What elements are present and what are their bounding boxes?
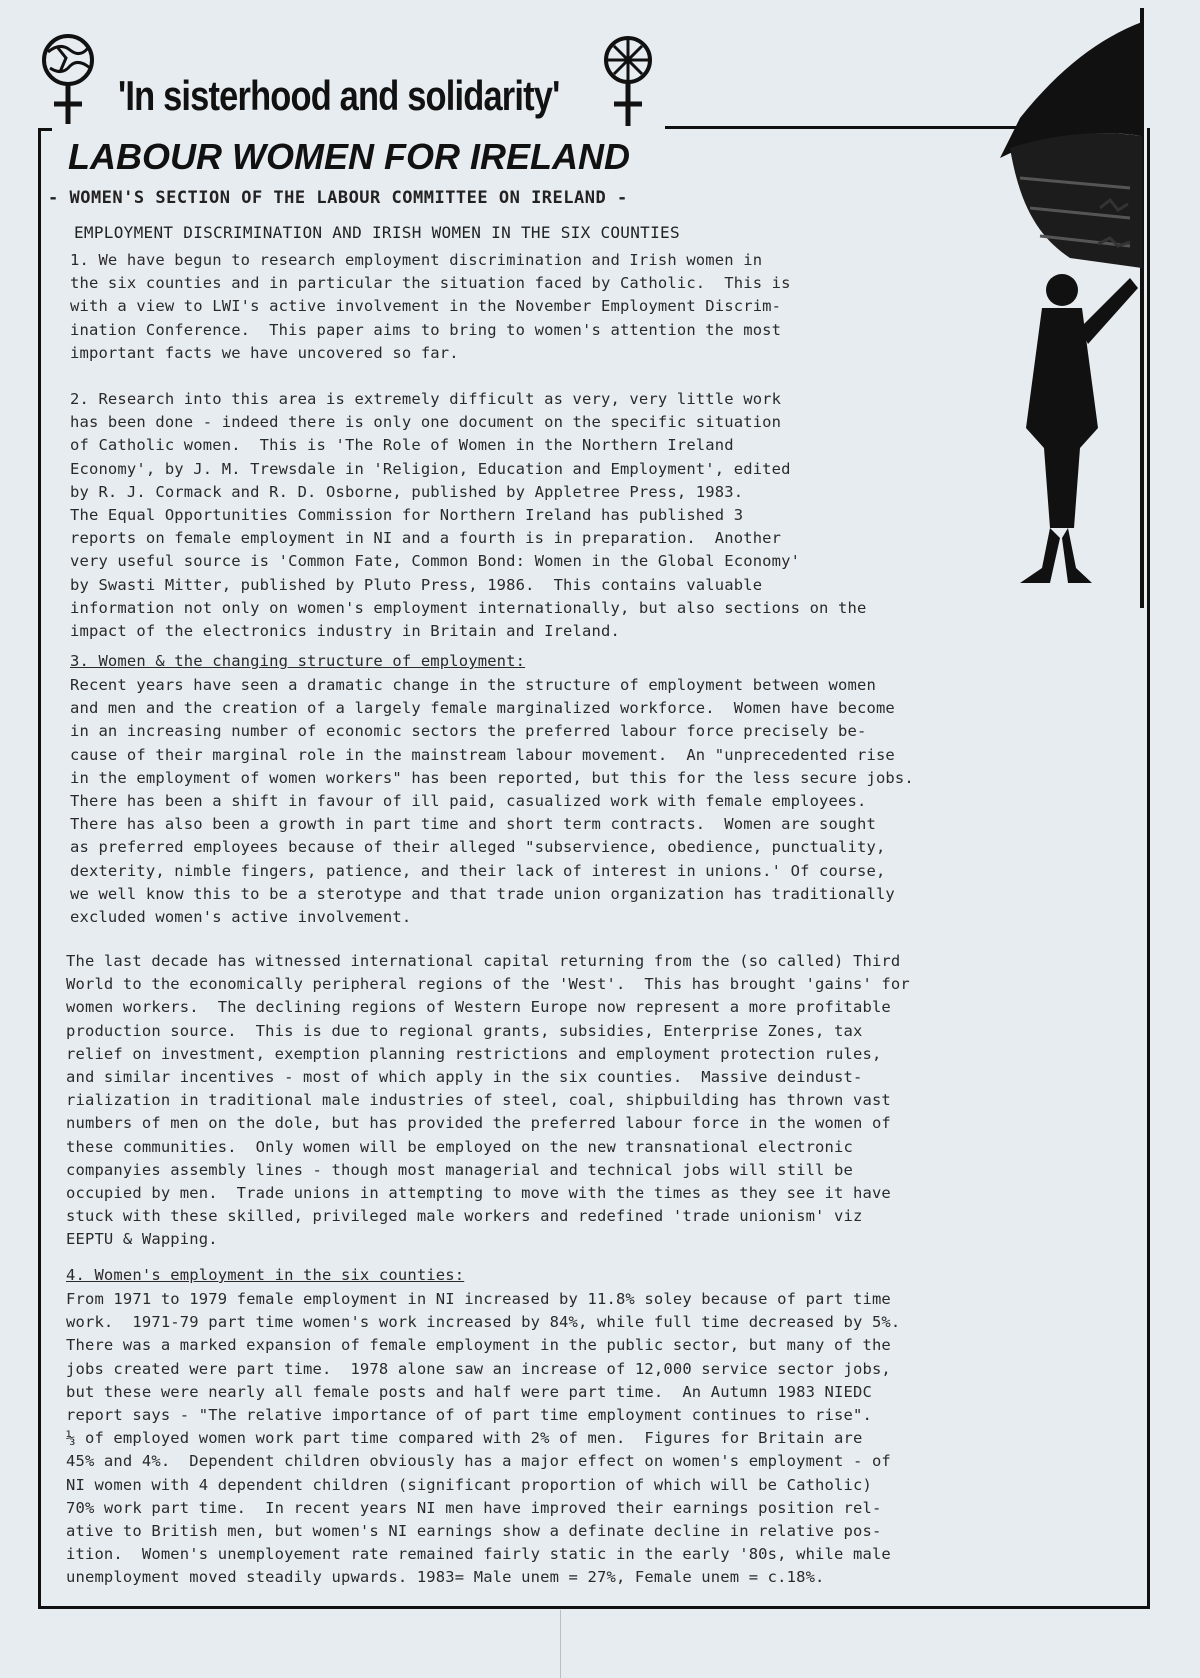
document-heading: EMPLOYMENT DISCRIMINATION AND IRISH WOMEN IN THE SIX COUNTIES <box>74 223 680 242</box>
paragraph-1: 1. We have begun to research employment discrimination and Irish women in the six counties and in particular the situation faced by Catholic. This is with a view to LWI's active involvement in the November Employment Discrim- ination Conference. This paper aims to bring to women's attention the most important facts we have uncovered so far. <box>70 251 791 362</box>
paragraph-3: Recent years have seen a dramatic change in the structure of employment between women and men and the creation of a largely female marginalized workforce. Women have become in an increasing number of economic sectors the preferred labour force precisely be- cause of their marginal role in the mainstream labour movement. An "unprecedented rise in the employment of women workers" has been reported, but this for the less secure jobs. There has been a shift in favour of ill paid, casualized work with female employees. There has also been a growth in part time and short term contracts. Women are sought as preferred employees because of their alleged "subservience, obedience, punctuality, dexterity, nimble fingers, patience, and their lack of interest in unions.' Of course, we well know this to be a sterotype and that trade union organization has traditionally excluded women's active involvement. <box>70 676 914 927</box>
paragraph-4: From 1971 to 1979 female employment in NI increased by 11.8% soley because of part time work. 1971-79 part time women's work increased by 84%, while full time decreased by 5%. There was a marked expansion of female employment in the public sector, but many of the jobs created were part time. 1978 alone saw an increase of 12,000 service sector jobs, but these were nearly all female posts and half were part time. An Autumn 1983 NIEDC report says - "The relative importance of of part time employment continues to rise". ⅓ of employed women work part time compared with 2% of men. Figures for Britain are 45% and 4%. Dependent children obviously has a major effect on women's employment - of NI women with 4 dependent children (significant proportion of which will be Catholic) 70% work part time. In recent years NI men have improved their earnings position rel- ative to British men, but women's NI earnings show a definate decline in relative pos- ition. Women's unemployement rate remained fairly static in the early '80s, while male unemployment moved steadily upwards. 1983= Male unem = 27%, Female unem = c.18%. <box>66 1290 901 1587</box>
paragraph-3b: The last decade has witnessed international capital returning from the (so called) Third World to the economically peripheral regions of the 'West'. This has brought 'gains' for women workers. The declining regions of Western Europe now represent a more profitable production source. This is due to regional grants, subsidies, Enterprise Zones, tax relief on investment, exemption planning restrictions and employment protection rules, and similar incentives - most of which apply in the six counties. Massive deindust- rialization in traditional male industries of steel, coal, shipbuilding has thrown vast numbers of men on the dole, but has provided the preferred labour force in the women of these communities. Only women will be employed on the new transnational electronic companyies assembly lines - though most managerial and technical jobs will still be occupied by men. Trade unions in attempting to move with the times as they see it have stuck with these skilled, privileged male workers and redefined 'trade unionism' viz EEPTU & Wapping. <box>66 952 910 1249</box>
slogan: 'In sisterhood and solidarity' <box>118 72 560 119</box>
organization-subtitle: - WOMEN'S SECTION OF THE LABOUR COMMITTEE ON IRELAND - <box>48 188 628 208</box>
woman-with-banner-illustration <box>980 8 1160 608</box>
section-3-heading: 3. Women & the changing structure of employment: <box>70 652 526 670</box>
paragraph-2: 2. Research into this area is extremely difficult as very, very little work has been done - indeed there is only one document on the specific situation of Catholic women. This is 'The Role of Women in the Northern Ireland Economy', by J. M. Trewsdale in 'Religion, Education and Employment', edited by R. J. Cormack and R. D. Osborne, published by Appletree Press, 1983. The Equal Opportunities Commission for Northern Ireland has published 3 reports on female employment in NI and a fourth is in preparation. Another very useful source is 'Common Fate, Common Bond: Women in the Global Economy' by Swasti Mitter, published by Pluto Press, 1986. This contains valuable information not only on women's employment internationally, but also sections on the impact of the electronics industry in Britain and Ireland. <box>70 390 867 641</box>
organization-title: LABOUR WOMEN FOR IRELAND <box>68 136 630 177</box>
section-4-heading: 4. Women's employment in the six counties: <box>66 1266 465 1284</box>
frame-corner <box>38 128 52 131</box>
fold-line <box>560 1610 561 1678</box>
venus-globe-icon <box>40 28 96 128</box>
venus-wheel-icon <box>600 30 656 130</box>
